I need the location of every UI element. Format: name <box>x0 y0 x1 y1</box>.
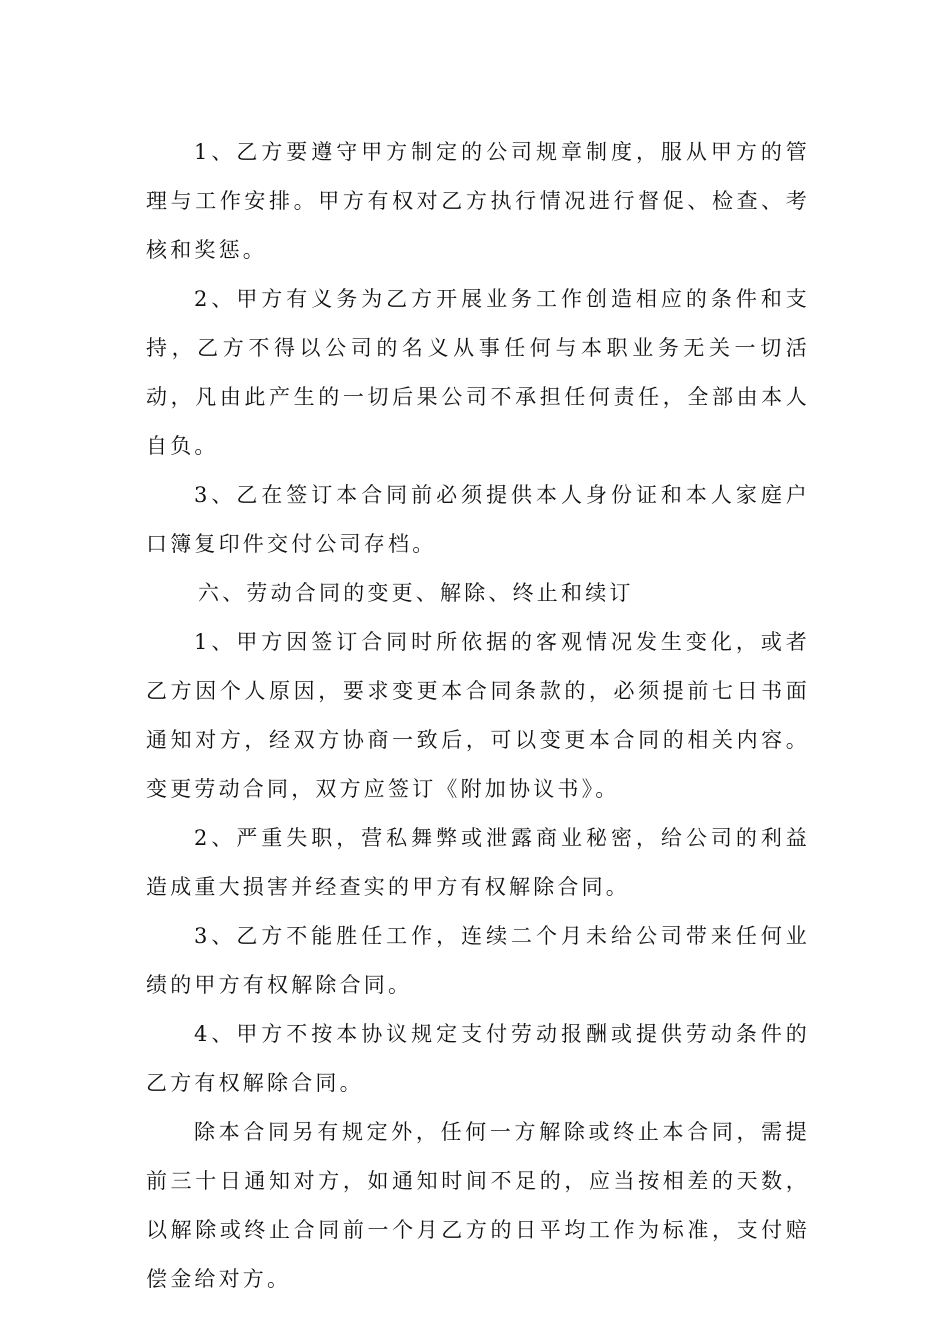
paragraph-id-documents: 3、乙在签订本合同前必须提供本人身份证和本人家庭户口簿复印件交付公司存档。 <box>146 483 810 556</box>
paragraph-contract-modification: 1、甲方因签订合同时所依据的客观情况发生变化，或者乙方因个人原因，要求变更本合同条款的，必须提前七日书面通知对方，经双方协商一致后，可以变更本合同的相关内容。变更劳动合同，双方应签订《附加协议书》。 <box>146 630 810 801</box>
paragraph-employer-breach: 4、甲方不按本协议规定支付劳动报酬或提供劳动条件的乙方有权解除合同。 <box>146 1022 810 1095</box>
paragraph-termination-notice: 除本合同另有规定外，任何一方解除或终止本合同，需提前三十日通知对方，如通知时间不足的，应当按相差的天数，以解除或终止合同前一个月乙方的日平均工作为标准，支付赔偿金给对方。 <box>146 1120 810 1291</box>
paragraph-serious-misconduct: 2、严重失职，营私舞弊或泄露商业秘密，给公司的利益造成重大损害并经查实的甲方有权解除合同。 <box>146 826 810 899</box>
paragraph-incompetence: 3、乙方不能胜任工作，连续二个月未给公司带来任何业绩的甲方有权解除合同。 <box>146 924 810 997</box>
paragraph-party-obligations: 2、甲方有义务为乙方开展业务工作创造相应的条件和支持，乙方不得以公司的名义从事任何与本职业务无关一切活动，凡由此产生的一切后果公司不承担任何责任，全部由本人自负。 <box>146 287 810 458</box>
paragraph-rules-compliance: 1、乙方要遵守甲方制定的公司规章制度，服从甲方的管理与工作安排。甲方有权对乙方执行情况进行督促、检查、考核和奖惩。 <box>146 140 810 262</box>
section-heading-contract-changes: 六、劳动合同的变更、解除、终止和续订 <box>198 581 634 605</box>
document-body <box>146 128 810 1304</box>
